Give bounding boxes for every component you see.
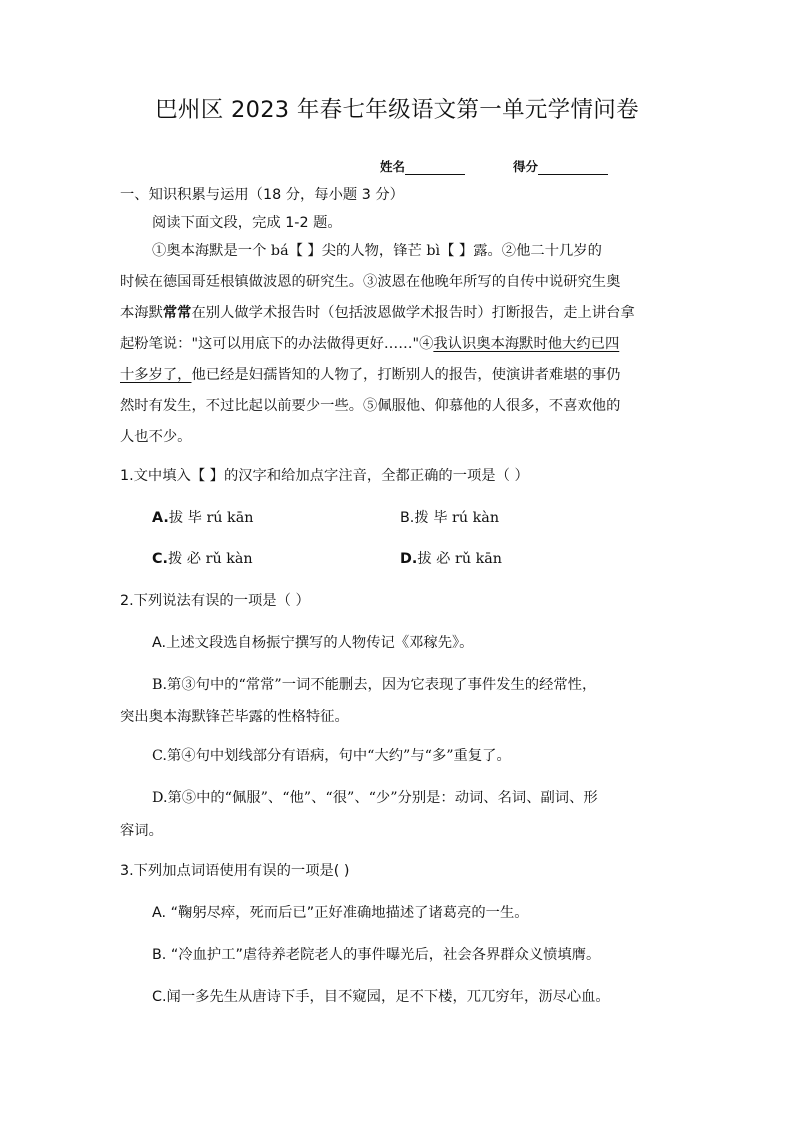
option-text: 拔 毕 rú kān bbox=[168, 510, 254, 526]
section-instruction: 阅读下面文段，完成 1-2 题。 bbox=[152, 215, 342, 231]
question-3-stem: 3.下列加点词语使用有误的一项是( ) bbox=[120, 863, 350, 879]
question-2-option-c[interactable]: C.第④句中划线部分有语病，句中“大约”与“多”重复了。 bbox=[152, 748, 511, 764]
option-text: 拔 必 rǔ kān bbox=[417, 551, 502, 567]
passage-line-2: 时候在德国哥廷根镇做波恩的研究生。③波恩在他晚年所写的自传中说研究生奥 bbox=[120, 274, 621, 290]
passage-text: 本海默 bbox=[120, 305, 163, 321]
question-1-option-d[interactable] bbox=[400, 548, 502, 568]
passage-line-3 bbox=[120, 302, 635, 322]
question-2-option-b[interactable]: B.第③句中的“常常”一词不能删去，因为它表现了事件发生的经常性， bbox=[152, 677, 597, 693]
question-3-option-c[interactable]: C.闻一多先生从唐诗下手，目不窥园，足不下楼，兀兀穷年，沥尽心血。 bbox=[152, 989, 610, 1005]
passage-text: 起粉笔说："这可以用底下的办法做得更好……"④ bbox=[120, 336, 434, 352]
passage-text: 在别人做学术报告时（包括波恩做学术报告时）打断报告，走上讲台拿 bbox=[191, 305, 635, 321]
passage-line-6: 然时有发生，不过比起以前要少一些。⑤佩服他、仰慕他的人很多，不喜欢他的 bbox=[120, 398, 621, 414]
passage-underlined: 十多岁了， bbox=[120, 367, 192, 383]
question-3-option-b[interactable]: B. “冷血护工”虐待养老院老人的事件曝光后，社会各界群众义愤填膺。 bbox=[152, 947, 601, 963]
option-label: B. bbox=[400, 510, 415, 526]
score-blank[interactable] bbox=[538, 162, 608, 175]
name-label: 姓名 bbox=[380, 159, 406, 174]
option-label: C. bbox=[152, 551, 168, 567]
passage-underlined: 我认识奥本海默时他大约已四 bbox=[433, 336, 620, 352]
passage-text: 他已经是妇孺皆知的人物了，打断别人的报告，使演讲者难堪的事仍 bbox=[191, 367, 621, 383]
score-label: 得分 bbox=[513, 159, 539, 174]
option-label: A. bbox=[152, 510, 169, 526]
passage-line-4 bbox=[120, 333, 619, 353]
score-field bbox=[513, 157, 608, 175]
passage-line-7: 人也不少。 bbox=[120, 429, 192, 445]
question-3-option-a[interactable]: A. “鞠躬尽瘁，死而后已”正好准确地描述了诸葛亮的一生。 bbox=[152, 905, 529, 921]
page-title: 巴州区 2023 年春七年级语文第一单元学情问卷 bbox=[155, 97, 639, 123]
question-1-stem: 1.文中填入【 】的汉字和给加点字注音，全都正确的一项是（ ） bbox=[120, 468, 529, 484]
name-field bbox=[380, 157, 465, 175]
question-2-option-d-cont: 容词。 bbox=[120, 823, 163, 839]
passage-line-5 bbox=[120, 364, 620, 384]
option-text: 拨 毕 rú kàn bbox=[414, 510, 500, 526]
option-label: D. bbox=[400, 551, 418, 567]
question-1-option-a[interactable] bbox=[152, 507, 253, 527]
question-2-option-b-cont: 突出奥本海默锋芒毕露的性格特征。 bbox=[120, 709, 349, 725]
section-heading: 一、知识积累与运用（18 分，每小题 3 分） bbox=[120, 187, 404, 203]
option-text: 拨 必 rǔ kàn bbox=[167, 551, 253, 567]
question-1-option-b[interactable] bbox=[400, 507, 499, 527]
passage-line-1: ①奥本海默是一个 bá【 】尖的人物，锋芒 bì【 】露。②他二十几岁的 bbox=[152, 243, 602, 259]
name-blank[interactable] bbox=[405, 162, 465, 175]
question-2-stem: 2.下列说法有误的一项是（ ） bbox=[120, 593, 310, 609]
question-1-option-c[interactable] bbox=[152, 548, 253, 568]
question-2-option-a[interactable]: A.上述文段选自杨振宁撰写的人物传记《邓稼先》。 bbox=[152, 635, 474, 651]
passage-emphasis: 常常 bbox=[162, 305, 192, 321]
question-2-option-d[interactable]: D.第⑤中的“佩服”、“他”、“很”、“少”分别是：动词、名词、副词、形 bbox=[152, 790, 598, 806]
